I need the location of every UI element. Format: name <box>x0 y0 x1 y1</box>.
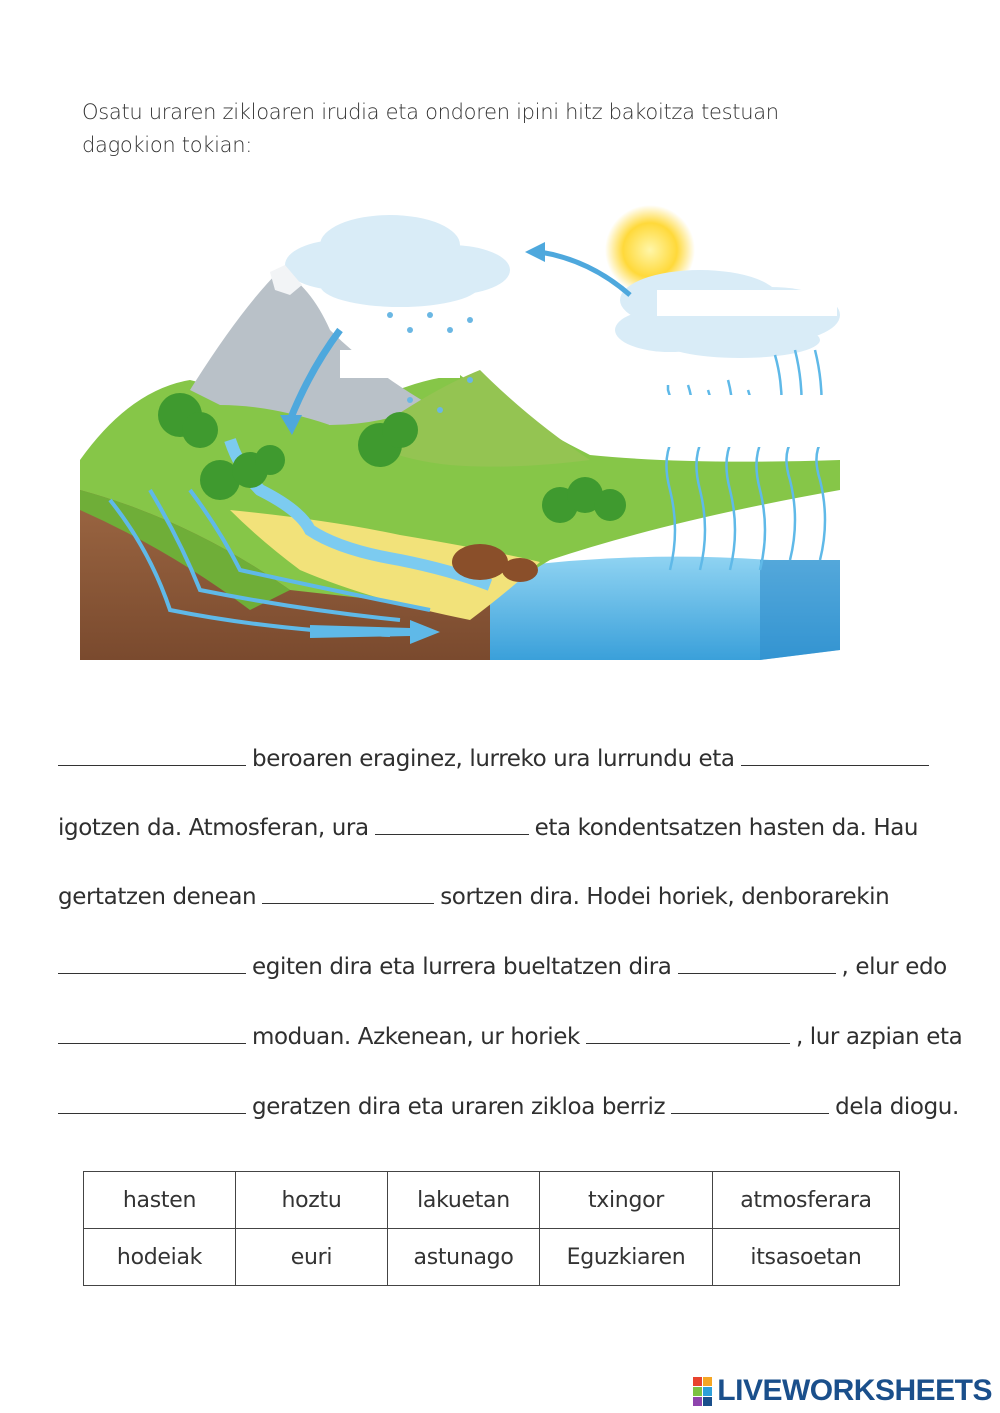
answer-blank-6[interactable] <box>678 945 836 974</box>
word-bank-cell: hoztu <box>236 1172 388 1229</box>
word-bank-cell: euri <box>236 1229 388 1286</box>
diagram-label-blank-3 <box>657 395 837 447</box>
word-bank-cell: astunago <box>388 1229 540 1286</box>
word-bank-row <box>84 1172 900 1229</box>
answer-blank-8[interactable] <box>586 1015 790 1044</box>
evaporation-arrows <box>666 350 825 570</box>
word-bank-cell: itsasoetan <box>713 1229 900 1286</box>
cloud-left <box>285 215 510 307</box>
answer-blank-3[interactable] <box>375 806 529 835</box>
word-bank-cell: atmosferara <box>713 1172 900 1229</box>
liveworksheets-logo[interactable] <box>693 1374 992 1408</box>
answer-blank-7[interactable] <box>58 1015 246 1044</box>
water-cycle-illustration <box>70 190 870 670</box>
word-bank-row <box>84 1229 900 1286</box>
word-bank-table <box>83 1171 900 1286</box>
paragraph-line-1: beroaren eraginez, lurreko ura lurrundu eta <box>58 737 935 777</box>
answer-blank-4[interactable] <box>262 875 434 904</box>
answer-blank-10[interactable] <box>671 1085 829 1114</box>
word-bank-cell: lakuetan <box>388 1172 540 1229</box>
logo-mark-icon <box>693 1377 711 1405</box>
word-bank-cell: Eguzkiaren <box>540 1229 713 1286</box>
logo-text: LIVEWORKSHEETS <box>717 1374 992 1407</box>
water-cycle-diagram <box>70 190 870 670</box>
paragraph-line-2: igotzen da. Atmosferan, ura eta kondentsatzen hasten da. Hau <box>58 806 918 846</box>
diagram-label-blank-2 <box>657 290 837 316</box>
paragraph-line-4: egiten dira eta lurrera bueltatzen dira , elur edo <box>58 945 947 985</box>
word-bank-cell: hasten <box>84 1172 236 1229</box>
word-bank-cell: txingor <box>540 1172 713 1229</box>
answer-blank-9[interactable] <box>58 1085 246 1114</box>
paragraph-line-5: moduan. Azkenean, ur horiek , lur azpian eta <box>58 1015 962 1055</box>
diagram-label-blank-1 <box>340 350 460 378</box>
paragraph-line-6: geratzen dira eta uraren zikloa berriz dela diogu. <box>58 1085 959 1125</box>
word-bank-cell: hodeiak <box>84 1229 236 1286</box>
paragraph-line-3: gertatzen denean sortzen dira. Hodei horiek, denborarekin <box>58 875 889 915</box>
answer-blank-5[interactable] <box>58 945 246 974</box>
instruction-text: Osatu uraren zikloaren irudia eta ondoren ipini hitz bakoitza testuan dagokion tokian: <box>82 100 779 157</box>
answer-blank-2[interactable] <box>741 737 929 766</box>
answer-blank-1[interactable] <box>58 737 246 766</box>
